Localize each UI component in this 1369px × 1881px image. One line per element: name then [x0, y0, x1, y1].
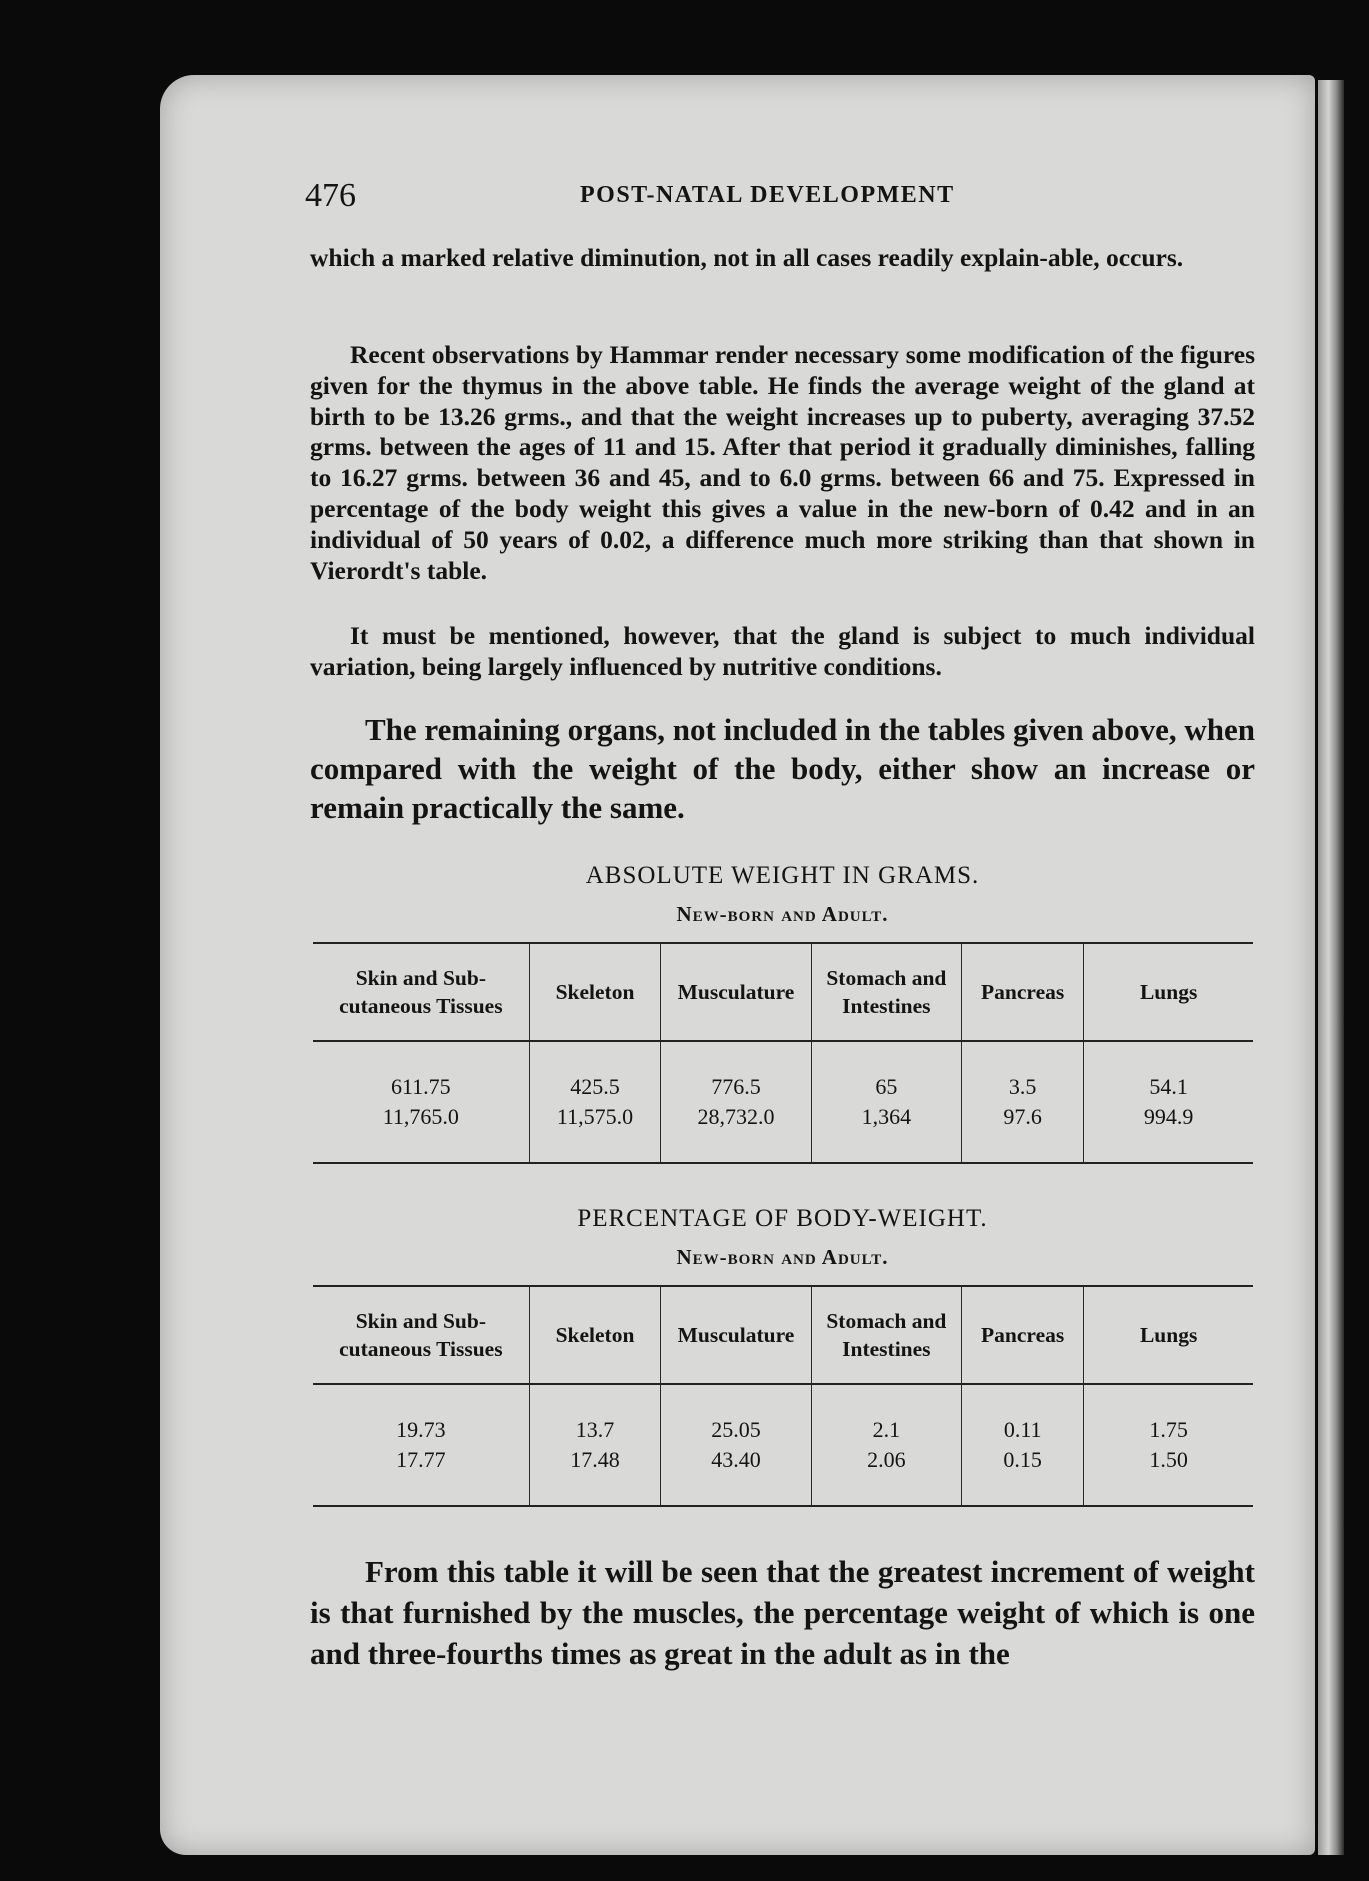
column-header-stomach: Stomach and Intestines — [811, 943, 961, 1041]
column-header-skin: Skin and Sub-cutaneous Tissues — [313, 1286, 529, 1384]
column-header-skeleton: Skeleton — [529, 943, 661, 1041]
table-cell — [529, 1384, 661, 1506]
value-adult: 28,732.0 — [697, 1104, 775, 1129]
table-absolute-weight — [313, 942, 1253, 1164]
value-adult: 97.6 — [1003, 1104, 1042, 1129]
paragraph-conclusion: From this table it will be seen that the greatest increment of weight is that furnished by the muscles, the percentage weight of which is one and three-fourths times as great in the adult as in the — [310, 1554, 1255, 1671]
value-adult: 17.48 — [570, 1447, 620, 1472]
value-new-born: 54.1 — [1149, 1074, 1188, 1099]
column-header-pancreas: Pancreas — [962, 943, 1084, 1041]
table-cell — [1084, 1384, 1253, 1506]
value-new-born: 2.1 — [872, 1417, 901, 1442]
column-header-skin: Skin and Sub-cutaneous Tissues — [313, 943, 529, 1041]
value-new-born: 13.7 — [575, 1417, 615, 1442]
column-header-lungs: Lungs — [1084, 1286, 1253, 1384]
value-new-born: 425.5 — [570, 1074, 620, 1099]
table-row — [313, 1041, 1253, 1163]
value-adult: 11,765.0 — [382, 1104, 459, 1129]
column-header-pancreas: Pancreas — [962, 1286, 1084, 1384]
table-percentage-subtitle: New-born and Adult. — [676, 1245, 889, 1269]
value-new-born: 611.75 — [391, 1074, 451, 1099]
column-header-stomach: Stomach and Intestines — [811, 1286, 961, 1384]
table-percentage-body-weight — [313, 1285, 1253, 1507]
table-cell — [962, 1041, 1084, 1163]
value-new-born: 3.5 — [1008, 1074, 1037, 1099]
table-cell — [661, 1384, 811, 1506]
value-new-born: 25.05 — [711, 1417, 761, 1442]
paragraph-variation: It must be mentioned, however, that the gland is subject to much individual variation, being largely influenced by nutritive conditions. — [310, 621, 1255, 681]
table-cell — [529, 1041, 661, 1163]
column-header-musculature: Musculature — [661, 1286, 811, 1384]
book-spine — [1318, 80, 1344, 1855]
column-header-lungs: Lungs — [1084, 943, 1253, 1041]
value-adult: 43.40 — [711, 1447, 761, 1472]
table-cell — [313, 1041, 529, 1163]
value-adult: 17.77 — [396, 1447, 446, 1472]
value-adult: 1,364 — [861, 1104, 912, 1129]
table-percentage-title: PERCENTAGE OF BODY-WEIGHT. — [577, 1205, 988, 1232]
column-header-skeleton: Skeleton — [529, 1286, 661, 1384]
value-new-born: 0.11 — [1003, 1417, 1042, 1442]
scan-border — [1344, 40, 1369, 1881]
table-cell — [661, 1041, 811, 1163]
value-new-born: 19.73 — [396, 1417, 446, 1442]
table-cell — [1084, 1041, 1253, 1163]
table-cell — [811, 1384, 961, 1506]
paragraph-remaining-organs: The remaining organs, not included in the tables given above, when compared with the weight of the body, either show an increase or remain practically the same. — [310, 712, 1255, 825]
table-row — [313, 1384, 1253, 1506]
value-new-born: 1.75 — [1149, 1417, 1188, 1442]
value-adult: 0.15 — [1003, 1447, 1042, 1472]
column-header-musculature: Musculature — [661, 943, 811, 1041]
paragraph-hammar: Recent observations by Hammar render necessary some modification of the figures given for the thymus in the above table. He finds the average weight of the gland at birth to be 13.26 grms., and that the weight increases up to puberty, averaging 37.52 grms. between the ages of 11 and 15. After that period it gradually diminishes, falling to 16.27 grms. between 36 and 45, and to 6.0 grms. between 66 and 75. Expressed in percentage of the body weight this gives a value in the new-born of 0.42 and in an individual of 50 years of 0.02, a difference much more striking than that shown in Vierordt's table. — [310, 340, 1255, 585]
value-new-born: 776.5 — [711, 1074, 761, 1099]
table-cell — [811, 1041, 961, 1163]
table-cell — [962, 1384, 1084, 1506]
paragraph-continuation: which a marked relative diminution, not in all cases readily explain-able, occurs. — [310, 243, 1184, 272]
value-adult: 1.50 — [1149, 1447, 1188, 1472]
table-cell — [313, 1384, 529, 1506]
running-head: POST-NATAL DEVELOPMENT — [580, 182, 955, 208]
value-new-born: 65 — [875, 1074, 898, 1099]
table-absolute-title: ABSOLUTE WEIGHT IN GRAMS. — [585, 862, 980, 889]
value-adult: 2.06 — [867, 1447, 906, 1472]
table-absolute-subtitle: New-born and Adult. — [676, 902, 889, 926]
value-adult: 11,575.0 — [556, 1104, 634, 1129]
page-number: 476 — [305, 177, 356, 214]
value-adult: 994.9 — [1143, 1104, 1194, 1129]
